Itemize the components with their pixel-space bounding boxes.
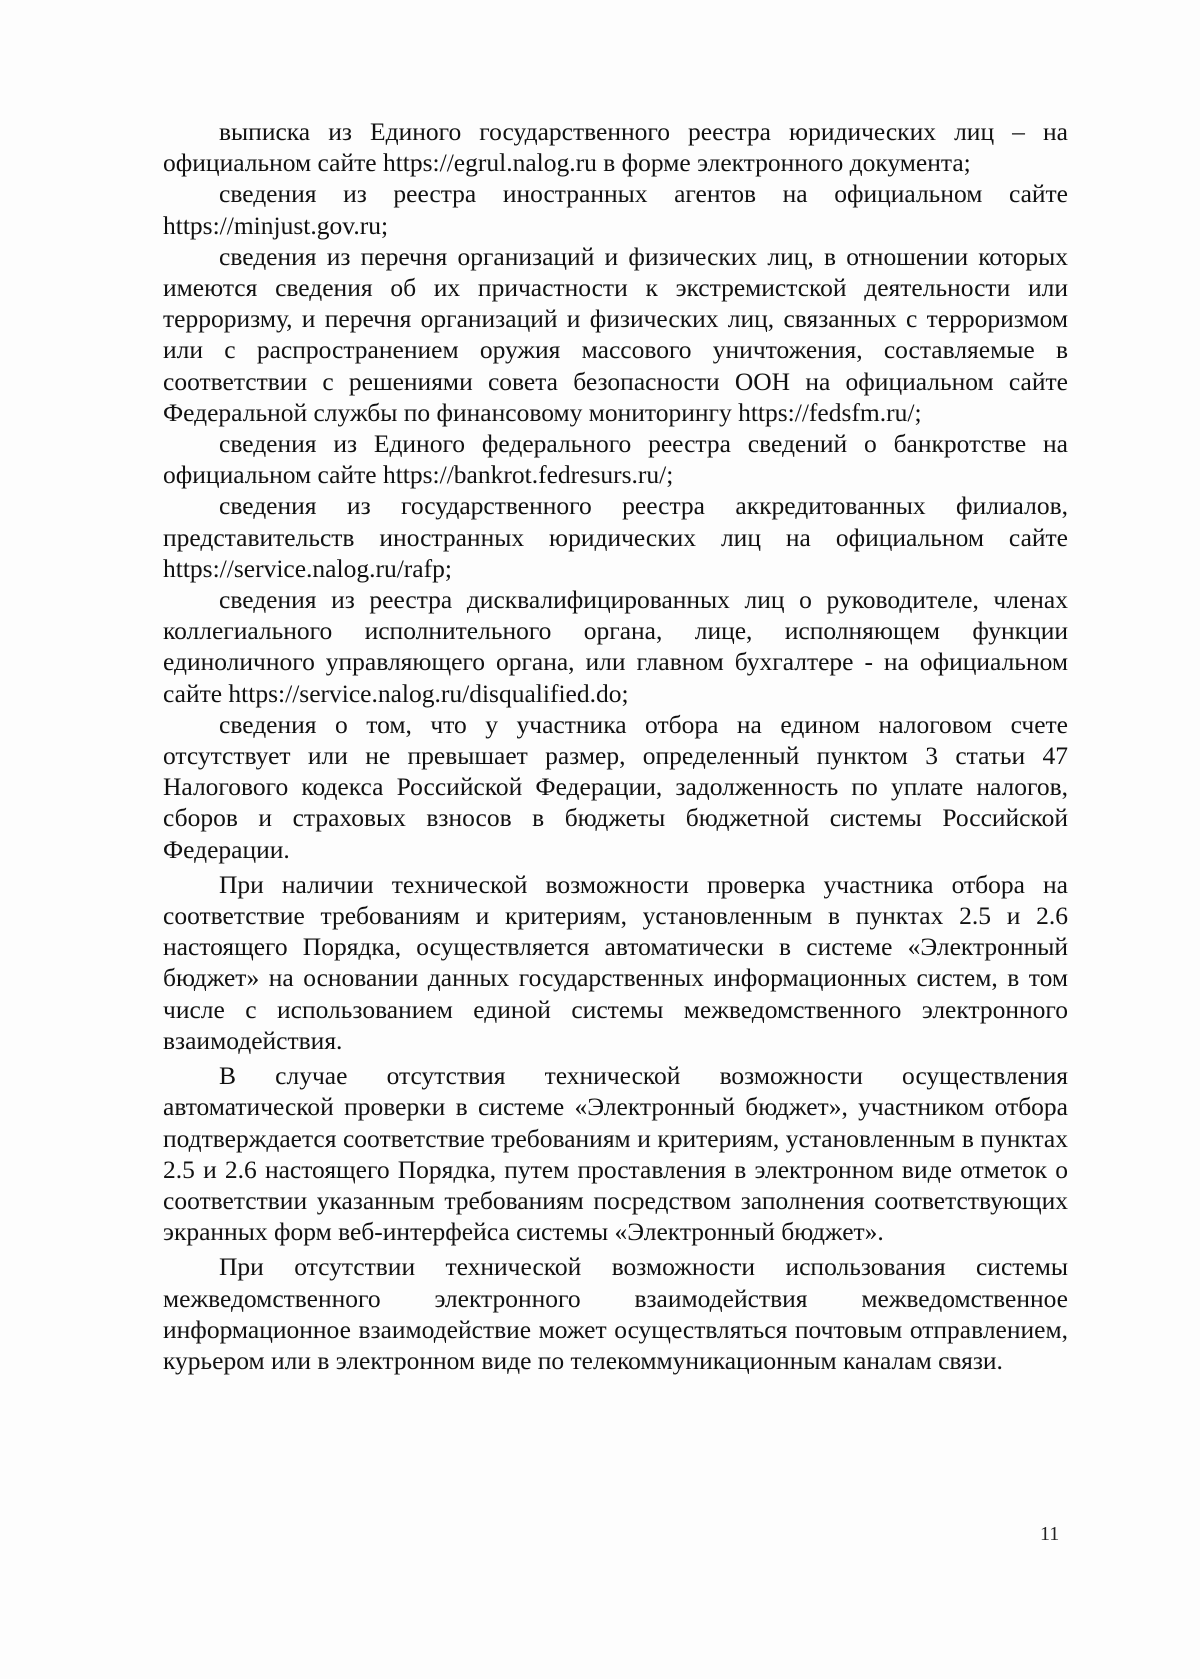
paragraph-egrul-extract: выписка из Единого государственного реестра юридических лиц – на официальном сайте https://egrul.nalog.ru в форме электронного документа; xyxy=(163,117,1068,178)
paragraph-foreign-agents: сведения из реестра иностранных агентов на официальном сайте https://minjust.gov.ru; xyxy=(163,179,1068,240)
paragraph-extremism-list: сведения из перечня организаций и физических лиц, в отношении которых имеются сведения об их причастности к экстремистской деятельности или терроризму, и перечня организаций и физических лиц, связанных с терроризмом или с распространением оружия массового уничтожения, составляемые в соответствии с решениями совета безопасности ООН на официальном сайте Федеральной службы по финансовому мониторингу https://fedsfm.ru/; xyxy=(163,241,1068,427)
paragraph-manual-confirmation: В случае отсутствия технической возможности осуществления автоматической проверки в системе «Электронный бюджет», участником отбора подтверждается соответствие требованиям и критериям, установленным в пунктах 2.5 и 2.6 настоящего Порядка, путем проставления в электронном виде отметок о соответствии указанным требованиям посредством заполнения соответствующих экранных форм веб-интерфейса системы «Электронный бюджет». xyxy=(163,1061,1068,1247)
paragraph-disqualified-persons: сведения из реестра дисквалифицированных лиц о руководителе, членах коллегиального исполнительного органа, лице, исполняющем функции единоличного управляющего органа, или главном бухгалтере - на официальном сайте https://service.nalog.ru/disqualified.do; xyxy=(163,585,1068,708)
paragraph-tax-debt: сведения о том, что у участника отбора на едином налоговом счете отсутствует или не превышает размер, определенный пунктом 3 статьи 47 Налогового кодекса Российской Федерации, задолженность по уплате налогов, сборов и страховых взносов в бюджеты бюджетной системы Российской Федерации. xyxy=(163,709,1068,864)
paragraph-automatic-check: При наличии технической возможности проверка участника отбора на соответствие требованиям и критериям, установленным в пунктах 2.5 и 2.6 настоящего Порядка, осуществляется автоматически в системе «Электронный бюджет» на основании данных государственных информационных систем, в том числе с использованием единой системы межведомственного электронного взаимодействия. xyxy=(163,869,1068,1055)
page-number: 11 xyxy=(1040,1523,1060,1545)
paragraph-interagency-exchange: При отсутствии технической возможности использования системы межведомственного электронного взаимодействия межведомственное информационное взаимодействие может осуществляться почтовым отправлением, курьером или в электронном виде по телекоммуникационным каналам связи. xyxy=(163,1252,1068,1375)
document-body xyxy=(163,116,1068,1376)
paragraph-accredited-branches: сведения из государственного реестра аккредитованных филиалов, представительств иностранных юридических лиц на официальном сайте https://service.nalog.ru/rafp; xyxy=(163,491,1068,583)
paragraph-bankruptcy-registry: сведения из Единого федерального реестра сведений о банкротстве на официальном сайте https://bankrot.fedresurs.ru/; xyxy=(163,429,1068,490)
